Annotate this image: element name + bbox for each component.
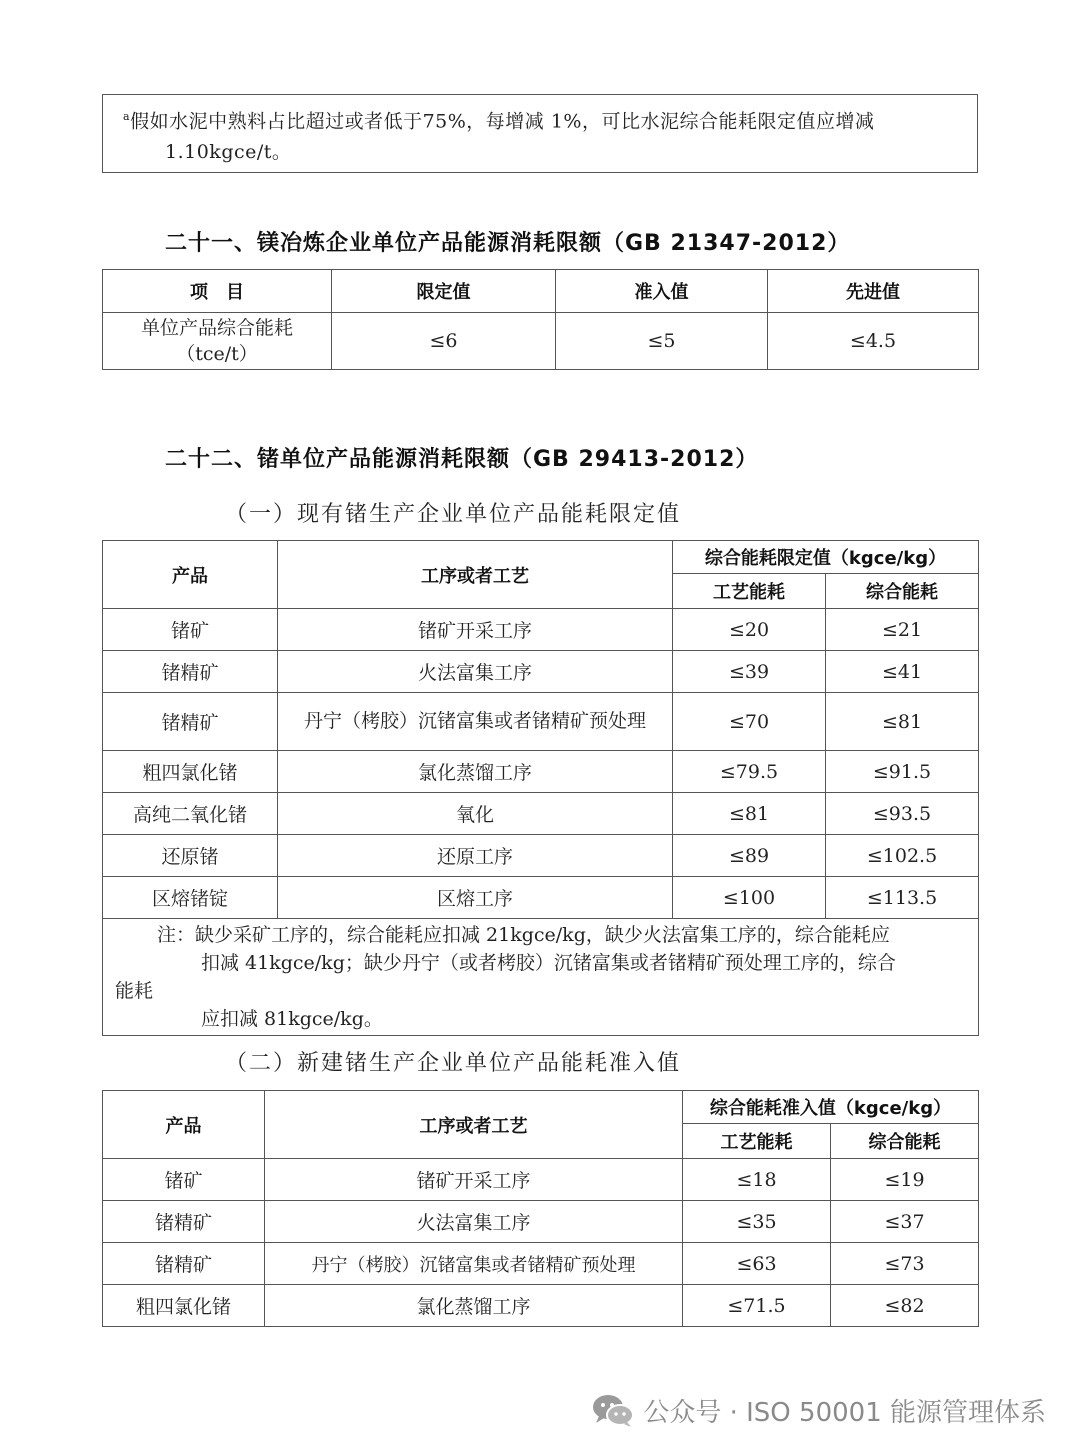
t1-header-total-energy: 综合能耗 bbox=[826, 574, 979, 609]
t1-header-group: 综合能耗限定值（kgce/kg） bbox=[673, 541, 979, 574]
t1-process-energy: ≤81 bbox=[673, 793, 826, 835]
table-row bbox=[103, 835, 979, 877]
t1-process-energy: ≤70 bbox=[673, 693, 826, 751]
t1-product: 锗精矿 bbox=[103, 651, 278, 693]
table-row bbox=[103, 751, 979, 793]
t1-process: 锗矿开采工序 bbox=[278, 609, 673, 651]
t2-product: 锗矿 bbox=[103, 1159, 265, 1201]
t1-process-energy: ≤79.5 bbox=[673, 751, 826, 793]
watermark-text: 公众号 · ISO 50001 能源管理体系 bbox=[643, 1398, 1046, 1428]
t2-header-total-energy: 综合能耗 bbox=[831, 1124, 979, 1159]
table-row bbox=[103, 1201, 979, 1243]
t2-process-energy: ≤63 bbox=[683, 1243, 831, 1285]
table1-subtitle: （一）现有锗生产企业单位产品能耗限定值 bbox=[225, 502, 682, 527]
t2-header-process-energy: 工艺能耗 bbox=[683, 1124, 831, 1159]
t1-note-line-4: 应扣减 81kgce/kg。 bbox=[201, 1008, 383, 1030]
t2-process: 丹宁（栲胶）沉锗富集或者锗精矿预处理 bbox=[265, 1243, 683, 1285]
t1-note-line-2: 扣减 41kgce/kg；缺少丹宁（或者栲胶）沉锗富集或者锗精矿预处理工序的，综合 bbox=[201, 952, 896, 974]
t2-total-energy: ≤19 bbox=[831, 1159, 979, 1201]
t1-product: 锗矿 bbox=[103, 609, 278, 651]
table2-subtitle: （二）新建锗生产企业单位产品能耗准入值 bbox=[225, 1051, 682, 1076]
t2-product: 锗精矿 bbox=[103, 1243, 265, 1285]
table-row bbox=[103, 651, 979, 693]
t1-total-energy: ≤93.5 bbox=[826, 793, 979, 835]
t1-note-line-1: 注：缺少采矿工序的，综合能耗应扣减 21kgce/kg，缺少火法富集工序的，综合能耗应 bbox=[157, 924, 890, 946]
t1-process-energy: ≤20 bbox=[673, 609, 826, 651]
t1-process: 丹宁（栲胶）沉锗富集或者锗精矿预处理 bbox=[278, 693, 673, 751]
mg-header-entry: 准入值 bbox=[556, 270, 768, 313]
t1-process-energy: ≤89 bbox=[673, 835, 826, 877]
t2-product: 锗精矿 bbox=[103, 1201, 265, 1243]
t1-total-energy: ≤81 bbox=[826, 693, 979, 751]
t1-total-energy: ≤113.5 bbox=[826, 877, 979, 919]
t1-process-energy: ≤100 bbox=[673, 877, 826, 919]
t2-total-energy: ≤73 bbox=[831, 1243, 979, 1285]
t2-process-energy: ≤71.5 bbox=[683, 1285, 831, 1327]
mg-entry-value: ≤5 bbox=[556, 313, 768, 370]
t1-note-line-3: 能耗 bbox=[115, 980, 154, 1002]
table-row bbox=[103, 793, 979, 835]
t1-product: 锗精矿 bbox=[103, 693, 278, 751]
t1-product: 还原锗 bbox=[103, 835, 278, 877]
t1-product: 区熔锗锭 bbox=[103, 877, 278, 919]
t1-total-energy: ≤91.5 bbox=[826, 751, 979, 793]
t2-header-process: 工序或者工艺 bbox=[265, 1091, 683, 1159]
t2-product: 粗四氯化锗 bbox=[103, 1285, 265, 1327]
table-row bbox=[103, 1159, 979, 1201]
germanium-new-table bbox=[102, 1090, 979, 1327]
t1-total-energy: ≤21 bbox=[826, 609, 979, 651]
t1-header-product: 产品 bbox=[103, 541, 278, 609]
section-22-title: 二十二、锗单位产品能源消耗限额（GB 29413-2012） bbox=[165, 447, 759, 472]
t2-header-product: 产品 bbox=[103, 1091, 265, 1159]
mg-header-limit: 限定值 bbox=[332, 270, 556, 313]
t2-process: 火法富集工序 bbox=[265, 1201, 683, 1243]
table-row bbox=[103, 1243, 979, 1285]
mg-header-item: 项 目 bbox=[103, 270, 332, 313]
t1-product: 粗四氯化锗 bbox=[103, 751, 278, 793]
t2-process: 锗矿开采工序 bbox=[265, 1159, 683, 1201]
t1-process: 火法富集工序 bbox=[278, 651, 673, 693]
t1-product: 高纯二氧化锗 bbox=[103, 793, 278, 835]
table-row bbox=[103, 877, 979, 919]
t2-process-energy: ≤35 bbox=[683, 1201, 831, 1243]
table-row bbox=[103, 693, 979, 751]
t1-header-process: 工序或者工艺 bbox=[278, 541, 673, 609]
t2-total-energy: ≤37 bbox=[831, 1201, 979, 1243]
t1-process: 氧化 bbox=[278, 793, 673, 835]
germanium-existing-table bbox=[102, 540, 979, 1036]
mg-item-line-2: （tce/t） bbox=[176, 343, 258, 365]
mg-header-advanced: 先进值 bbox=[768, 270, 979, 313]
magnesium-table bbox=[102, 269, 979, 370]
t1-header-process-energy: 工艺能耗 bbox=[673, 574, 826, 609]
t1-process: 氯化蒸馏工序 bbox=[278, 751, 673, 793]
table-row bbox=[103, 609, 979, 651]
t2-total-energy: ≤82 bbox=[831, 1285, 979, 1327]
footnote-marker: a bbox=[123, 110, 131, 123]
footnote-line-2: 1.10kgce/t。 bbox=[165, 141, 292, 164]
mg-advanced-value: ≤4.5 bbox=[768, 313, 979, 370]
t1-process: 还原工序 bbox=[278, 835, 673, 877]
t1-total-energy: ≤41 bbox=[826, 651, 979, 693]
t1-process: 区熔工序 bbox=[278, 877, 673, 919]
clinker-footnote bbox=[103, 95, 978, 173]
t2-header-group: 综合能耗准入值（kgce/kg） bbox=[683, 1091, 979, 1124]
t1-process-energy: ≤39 bbox=[673, 651, 826, 693]
mg-limit-value: ≤6 bbox=[332, 313, 556, 370]
t1-total-energy: ≤102.5 bbox=[826, 835, 979, 877]
t2-process-energy: ≤18 bbox=[683, 1159, 831, 1201]
footnote-line-1: 假如水泥中熟料占比超过或者低于75%，每增减 1%，可比水泥综合能耗限定值应增减 bbox=[130, 110, 875, 133]
section-21-title: 二十一、镁冶炼企业单位产品能源消耗限额（GB 21347-2012） bbox=[165, 231, 851, 256]
t1-note bbox=[103, 919, 979, 1036]
clinker-footnote-box bbox=[102, 94, 978, 173]
wechat-icon bbox=[591, 1393, 635, 1429]
mg-item-line-1: 单位产品综合能耗 bbox=[140, 317, 293, 339]
t2-process: 氯化蒸馏工序 bbox=[265, 1285, 683, 1327]
table-row bbox=[103, 1285, 979, 1327]
wechat-watermark bbox=[591, 1392, 1046, 1429]
mg-item-cell bbox=[103, 313, 332, 370]
